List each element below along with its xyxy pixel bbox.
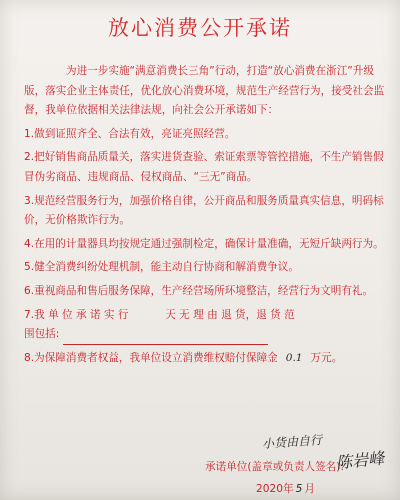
item8-amount: 0.1 [285,351,303,364]
item8-suffix: 万元。 [310,351,343,364]
item8-prefix: 8.为保障消费者权益，我单位设立消费维权赔付保障金 [24,351,278,364]
item7-label: 7.我 单 位 承 诺 实 行 [24,308,129,321]
intro-paragraph: 为进一步实施“满意消费长三角”行动，打造“放心消费在浙江”升级版，落实企业主体责任，优化放心消费环境，规范生产经营行为，接受社会监督，我单位依据相关法律法规，向社会公开承诺如下： [24,65,385,117]
promise-item-3: 3.规范经营服务行为，加强价格自律，公开商品和服务质量真实信息，明码标价，无价格欺诈行为。 [24,194,384,227]
document-body [24,62,388,368]
item7-text: 天 无 理 由 退 货，退 货 范 [165,308,295,321]
handwritten-shop-name: 小货由自行 [261,432,323,452]
document-title: 放心消费公开承诺 [108,16,292,40]
date-month: 5 [295,483,303,495]
promise-item-6: 6.重视商品和售后服务保障，生产经营场所环境整洁，经营行为文明有礼。 [24,284,374,297]
item7-scope-label: 围包括: [24,328,60,341]
promise-item-7 [24,306,388,345]
date-month-unit: 月 [304,483,315,495]
promise-item-2: 2.把好销售商品质量关，落实进货查验、索证索票等管控措施，不生产销售假冒伪劣商品、违规商品、侵权商品、“三无”商品。 [24,151,384,183]
item7-scope-blank [63,332,268,345]
promise-item-4: 4.在用的计量器具均按规定通过强制检定，确保计量准确，无短斤缺两行为。 [24,237,384,250]
handwritten-signature: 陈岩峰 [335,448,385,473]
date-year: 2020年 [256,483,294,495]
promise-item-1: 1.做到证照齐全、合法有效，亮证亮照经营。 [24,127,236,140]
promise-item-5: 5.健全消费纠纷处理机制，能主动自行协商和解消费争议。 [24,261,299,274]
date-line [256,481,315,496]
promise-item-8 [24,349,388,369]
signature-label: 承诺单位(盖章或负责人签名): [205,461,344,473]
